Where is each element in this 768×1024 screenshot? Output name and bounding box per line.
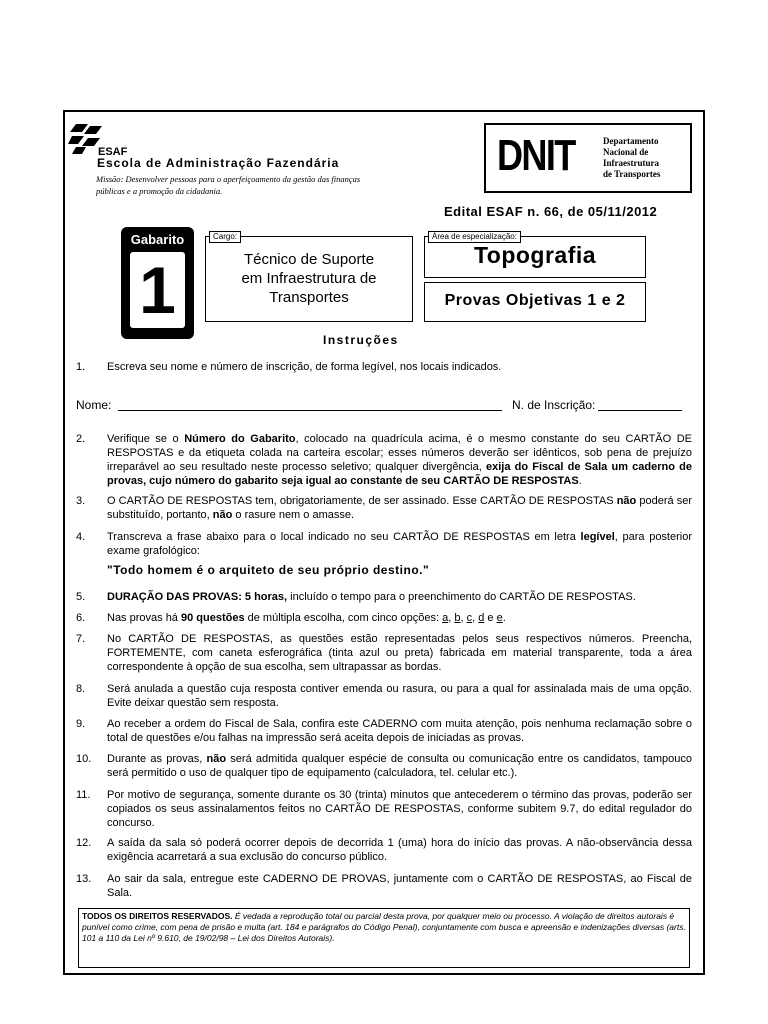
esaf-name: Escola de Administração Fazendária	[97, 156, 340, 170]
missao-label: Missão	[96, 174, 121, 184]
item-text-bold: não	[206, 753, 227, 765]
option-letter: e	[496, 612, 503, 624]
item-text: de múltipla escolha, com cinco opções:	[244, 612, 443, 624]
item-text: , para posterior exame grafológico:	[107, 531, 692, 557]
inscricao-label: N. de Inscrição:	[512, 398, 596, 412]
item-text: Durante as provas,	[107, 753, 207, 765]
option-letter: b	[454, 612, 461, 624]
item-text: Por motivo de segurança, somente durante os 30 (trinta) minutos que antecederem o término das provas, poderão ser copiados os seus assinalamentos feitos no CARTÃO DE RESPOSTAS, conforme subitem 9.7, do edital regulador do concurso.	[107, 789, 692, 829]
item-text-bold: exija do Fiscal de Sala um caderno de provas, cujo número do gabarito seja igual ao constante de seu CARTÃO DE RESPOSTAS	[107, 461, 693, 487]
instruction-item	[76, 682, 692, 710]
missao-body: : Desenvolver pessoas para o aperfeiçoamento da gestão das finanças públicas e a promoção da cidadania.	[96, 174, 361, 196]
item-text: Será anulada a questão cuja resposta contiver emenda ou rasura, ou para a qual for assinalada mais de uma opção. Evite deixar questão sem resposta.	[107, 683, 692, 709]
nome-input-line[interactable]	[118, 410, 502, 411]
item-text-bold: DURAÇÃO DAS PROVAS: 5 horas,	[107, 591, 288, 603]
item-text: o rasure nem o amasse.	[232, 509, 355, 521]
item-text: No CARTÃO DE RESPOSTAS, as questões estão representadas pelos seus respectivos números. Preencha, FORTEMENTE, com caneta esferográfica (tinta azul ou preta) fabricada em material transparente, toda a área correspondente à opção de sua escolha, sem ultrapassar as bordas.	[107, 633, 692, 673]
item-text: Ao receber a ordem do Fiscal de Sala, confira este CADERNO com muita atenção, pois nenhuma reclamação sobre o total de questões e/ou falhas na impressão será aceita depois de iniciadas as provas.	[107, 718, 692, 744]
cargo-line: em Infraestrutura de	[241, 270, 377, 287]
option-letter: a	[442, 612, 449, 624]
item-number: 9.	[76, 718, 86, 730]
item-number: 13.	[76, 873, 92, 885]
item-number: 2.	[76, 433, 86, 445]
instruction-item	[76, 494, 692, 522]
item-text: Ao sair da sala, entregue este CADERNO DE PROVAS, juntamente com o CARTÃO DE RESPOSTAS, ao Fiscal de Sala.	[107, 873, 692, 899]
cargo-line: Transportes	[269, 289, 349, 306]
edital-label: Edital ESAF n. 66, de 05/11/2012	[444, 204, 658, 219]
item-number: 12.	[76, 837, 92, 849]
dnit-sub-line: Nacional de	[603, 147, 649, 157]
item-number: 5.	[76, 591, 86, 603]
item-text: Escreva seu nome e número de inscrição, de forma legível, nos locais indicados.	[107, 361, 502, 373]
dnit-subtitle	[603, 136, 660, 180]
item-text: Verifique se o	[107, 433, 185, 445]
instruction-item	[76, 788, 692, 830]
item-text: .	[578, 475, 582, 487]
instruction-item	[76, 590, 692, 604]
rights-body: É vedada a reprodução total ou parcial desta prova, por qualquer meio ou processo. A violação de direitos autorais é punível como crime, com pena de prisão e multa (art. 184 e parágrafos do Código Penal), conjuntamente com busca e apreensão e indenizações diversas (arts. 101 a 110 da Lei nº 9.610, de 19/02/98 – Lei dos Direitos Autorais).	[82, 911, 686, 943]
item-number: 10.	[76, 753, 92, 765]
item-number: 8.	[76, 683, 86, 695]
instruction-item	[76, 752, 692, 780]
item-number: 7.	[76, 633, 86, 645]
missao-text	[96, 173, 386, 197]
item-text-bold: Número do Gabarito	[184, 433, 296, 445]
item-text-bold: 90 questões	[180, 612, 245, 624]
rights-caps: TODOS OS DIREITOS RESERVADOS.	[82, 911, 233, 921]
option-letter: d	[478, 612, 485, 624]
cargo-tag: Cargo:	[209, 231, 241, 243]
item-text: poderá ser substituído, portanto,	[107, 495, 692, 521]
dnit-sub-line: de Transportes	[603, 169, 661, 179]
item-text: Transcreva a frase abaixo para o local indicado no seu CARTÃO DE RESPOSTAS em letra	[107, 531, 581, 543]
instruction-item	[76, 530, 692, 558]
item-text-bold: legível	[580, 531, 615, 543]
dnit-logo: DNIT	[497, 131, 575, 180]
item-text: incluído o tempo para o preenchimento do CARTÃO DE RESPOSTAS.	[287, 591, 636, 603]
item-number: 4.	[76, 531, 86, 543]
gabarito-label: Gabarito	[130, 232, 185, 247]
area-tag: Área de especialização:	[428, 231, 521, 243]
rights-text	[82, 911, 688, 944]
item-number: 3.	[76, 495, 86, 507]
item-text-bold: não	[212, 509, 233, 521]
instruction-item	[76, 432, 692, 488]
item-text: será admitida qualquer espécie de consulta ou comunicação entre os candidatos, tampouco será permitido o uso de qualquer tipo de equipamento (calculadora, tel. celular etc.).	[107, 753, 692, 779]
instruction-item	[76, 360, 692, 374]
esaf-acronym: ESAF	[98, 146, 128, 158]
quote-phrase: "Todo homem é o arquiteto de seu próprio destino."	[107, 563, 430, 577]
gabarito-number: 1	[139, 253, 176, 327]
item-text: A saída da sala só poderá ocorrer depois de decorrida 1 (uma) hora do início das provas. A não-observância dessa exigência acarretará a sua exclusão do concurso público.	[107, 837, 692, 863]
item-text-bold: não	[616, 495, 637, 507]
cargo-value	[205, 250, 413, 307]
instruction-item	[76, 632, 692, 674]
instrucoes-title: Instruções	[323, 333, 399, 347]
inscricao-input-line[interactable]	[598, 410, 682, 411]
instruction-item	[76, 872, 692, 900]
cargo-line: Técnico de Suporte	[243, 251, 375, 268]
option-letter: c	[466, 612, 473, 624]
dnit-sub-line: Departamento	[603, 136, 659, 146]
item-number: 6.	[76, 612, 86, 624]
item-text: O CARTÃO DE RESPOSTAS tem, obrigatoriamente, de ser assinado. Esse CARTÃO DE RESPOSTAS	[107, 495, 617, 507]
area-value: Topografia	[473, 242, 597, 268]
instruction-item	[76, 836, 692, 864]
prova-value: Provas Objetivas 1 e 2	[444, 292, 626, 309]
nome-label: Nome:	[76, 398, 112, 412]
dnit-sub-line: Infraestrutura	[603, 158, 659, 168]
item-number: 11.	[76, 789, 91, 801]
item-number: 1.	[76, 361, 86, 373]
item-text: Nas provas há	[107, 612, 181, 624]
item-text: , colocado na quadrícula acima, é o mesmo constante do seu CARTÃO DE RESPOSTAS e da etiqueta colada na carteira escolar; esses números deverão ser idênticos, sob pena de prejuízo irreparável ao seu resultado neste processo seletivo; qualquer divergência,	[107, 433, 693, 473]
instruction-item	[76, 717, 692, 745]
instruction-item: 6. Nas provas há 90 questões de múltipla escolha, com cinco opções: a, b, c, d e e.	[76, 612, 506, 624]
